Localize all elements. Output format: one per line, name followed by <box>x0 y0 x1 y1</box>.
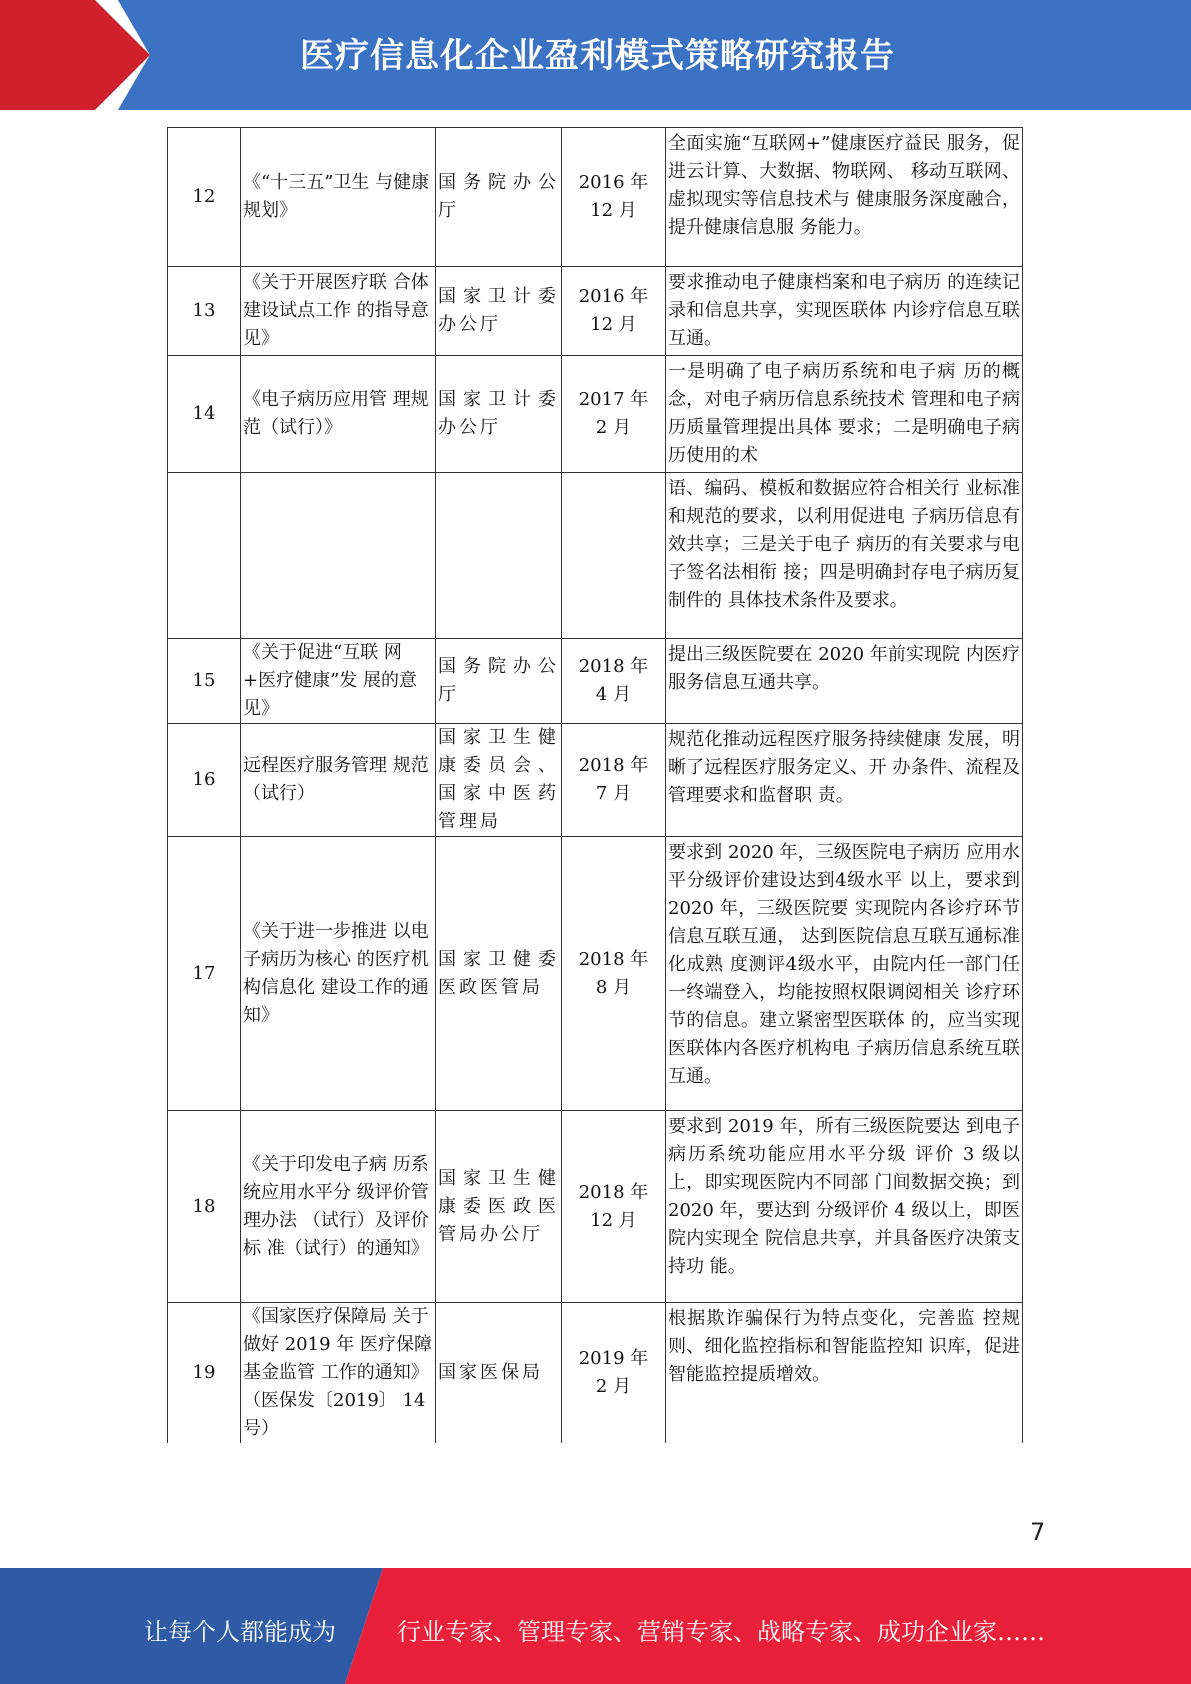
issue-month: 2 月 <box>595 417 632 438</box>
row-number: 12 <box>168 128 241 267</box>
row-number: 18 <box>168 1111 241 1303</box>
page-number: 7 <box>1030 1518 1046 1546</box>
row-number: 13 <box>168 267 241 356</box>
table-row <box>168 473 1023 639</box>
issue-date <box>562 473 666 639</box>
policy-name <box>241 473 436 639</box>
issue-date <box>562 128 666 267</box>
issue-month: 4 月 <box>595 684 632 705</box>
issue-date <box>562 1111 666 1303</box>
policy-name: 《关于开展医疗联 合体建设试点工作 的指导意见》 <box>241 267 436 356</box>
issuing-department: 国家卫计委办公厅 <box>436 356 562 473</box>
policy-description: 要求推动电子健康档案和电子病历 的连续记录和信息共享，实现医联体 内诊疗信息互联互通。 <box>666 267 1023 356</box>
issue-date <box>562 639 666 724</box>
table-row <box>168 639 1023 724</box>
row-number: 16 <box>168 724 241 837</box>
policy-description: 根据欺诈骗保行为特点变化，完善监 控规则、细化监控指标和智能监控知 识库，促进智能监控提质增效。 <box>666 1303 1023 1444</box>
row-number: 19 <box>168 1303 241 1444</box>
policy-description: 要求到 2020 年，三级医院电子病历 应用水平分级评价建设达到4级水平 以上，要求到 2020 年，三级医院要 实现院内各诊疗环节信息互联互通， 达到医院信息互联互通标准化成熟 度测评4级水平，由院内任一部门任 一终端登入，均能按照权限调阅相关 诊疗环节的信息。建立紧密型医联体 的，应当实现医联体内各医疗机构电 子病历信息系统互联互通。 <box>666 837 1023 1111</box>
report-title: 医疗信息化企业盈利模式策略研究报告 <box>300 36 895 76</box>
table-row <box>168 356 1023 473</box>
issue-year: 2018 年 <box>578 755 649 776</box>
issuing-department: 国家医保局 <box>436 1303 562 1444</box>
issue-year: 2016 年 <box>578 172 649 193</box>
footer-slogan-left: 让每个人都能成为 <box>144 1618 336 1646</box>
issuing-department: 国务院办公厅 <box>436 128 562 267</box>
policy-description: 要求到 2019 年，所有三级医院要达 到电子病历系统功能应用水平分级 评价 3 级以上，即实现医院内不同部 门间数据交换；到 2020 年，要达到 分级评价 4 级以上，即医院内实现全 院信息共享，并具备医疗决策支持功 能。 <box>666 1111 1023 1303</box>
issuing-department: 国家卫生健康委员会、国家中医药管理局 <box>436 724 562 837</box>
issue-date <box>562 1303 666 1444</box>
table-row <box>168 724 1023 837</box>
issue-year: 2018 年 <box>578 948 649 970</box>
policy-description: 一是明确了电子病历系统和电子病 历的概念，对电子病历信息系统技术 管理和电子病历质量管理提出具体 要求；二是明确电子病历使用的术 <box>666 356 1023 473</box>
issue-year: 2016 年 <box>578 286 649 307</box>
issuing-department: 国家卫计委办公厅 <box>436 267 562 356</box>
issue-date <box>562 356 666 473</box>
table-row <box>168 1111 1023 1303</box>
issuing-department: 国家卫健委医政医管局 <box>436 837 562 1111</box>
table-row <box>168 1303 1023 1444</box>
policy-description: 全面实施“互联网+”健康医疗益民 服务，促进云计算、大数据、物联网、 移动互联网、虚拟现实等信息技术与 健康服务深度融合，提升健康信息服 务能力。 <box>666 128 1023 267</box>
row-number <box>168 473 241 639</box>
issue-date <box>562 837 666 1111</box>
policy-name: 《“十三五”卫生 与健康规划》 <box>241 128 436 267</box>
policy-table <box>167 127 1023 1443</box>
issue-year: 2017 年 <box>578 389 649 410</box>
issue-month: 2 月 <box>595 1376 632 1397</box>
table-row <box>168 267 1023 356</box>
issue-date <box>562 724 666 837</box>
policy-description: 提出三级医院要在 2020 年前实现院 内医疗服务信息互通共享。 <box>666 639 1023 724</box>
issue-year: 2018 年 <box>578 1181 649 1203</box>
issue-year: 2019 年 <box>578 1348 649 1369</box>
page-header <box>0 0 1191 110</box>
row-number: 17 <box>168 837 241 1111</box>
policy-name: 远程医疗服务管理 规范（试行） <box>241 724 436 837</box>
table-row <box>168 128 1023 267</box>
table-row <box>168 837 1023 1111</box>
policy-description: 语、编码、模板和数据应符合相关行 业标准和规范的要求，以利用促进电 子病历信息有效共享；三是关于电子 病历的有关要求与电子签名法相衔 接；四是明确封存电子病历复制件的 具体技术条件及要求。 <box>666 473 1023 639</box>
row-number: 15 <box>168 639 241 724</box>
issue-month: 12 月 <box>590 1209 637 1231</box>
header-chevron-icon <box>0 0 160 110</box>
issuing-department: 国务院办公厅 <box>436 639 562 724</box>
policy-name: 《关于进一步推进 以电子病历为核心 的医疗机构信息化 建设工作的通知》 <box>241 837 436 1111</box>
page-footer <box>0 1568 1191 1684</box>
issue-month: 12 月 <box>590 314 637 335</box>
policy-name: 《国家医疗保障局 关于做好 2019 年 医疗保障基金监管 工作的通知》（医保发〔2019〕 14 号） <box>241 1303 436 1444</box>
issuing-department: 国家卫生健康委医政医管局办公厅 <box>436 1111 562 1303</box>
footer-slogan-right: 行业专家、管理专家、营销专家、战略专家、成功企业家…… <box>397 1618 1045 1646</box>
policy-name: 《电子病历应用管 理规范（试行）》 <box>241 356 436 473</box>
row-number: 14 <box>168 356 241 473</box>
policy-name: 《关于促进“互联 网+医疗健康”发 展的意见》 <box>241 639 436 724</box>
policy-name: 《关于印发电子病 历系统应用水平分 级评价管理办法 （试行）及评价标 准（试行）的通知》 <box>241 1111 436 1303</box>
issue-month: 7 月 <box>595 783 632 804</box>
issue-date <box>562 267 666 356</box>
policy-description: 规范化推动远程医疗服务持续健康 发展，明晰了远程医疗服务定义、开 办条件、流程及管理要求和监督职 责。 <box>666 724 1023 837</box>
issue-month: 12 月 <box>590 200 637 221</box>
issue-month: 8 月 <box>595 976 632 998</box>
issue-year: 2018 年 <box>578 656 649 677</box>
issuing-department <box>436 473 562 639</box>
